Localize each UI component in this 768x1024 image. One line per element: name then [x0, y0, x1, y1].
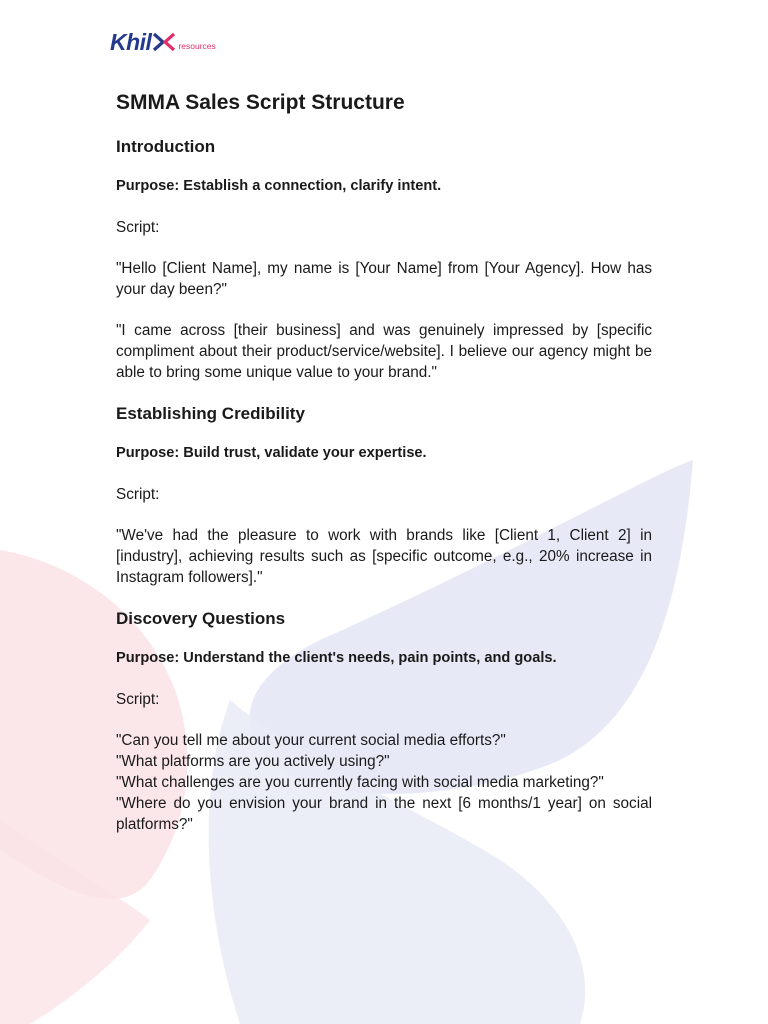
section-heading: Establishing Credibility: [116, 404, 305, 423]
script-label: Script:: [116, 691, 160, 708]
script-paragraph: "I came across [their business] and was genuinely impressed by [specific compliment about their product/service/website]. I believe our agency might be able to bring some unique value to your brand.": [116, 322, 652, 381]
document-body: [116, 86, 652, 835]
question-list: [116, 730, 652, 835]
section-discovery-questions: [116, 606, 652, 835]
question-item: "Where do you envision your brand in the next [6 months/1 year] on social platforms?": [116, 795, 652, 833]
question-item: "Can you tell me about your current social media efforts?": [116, 732, 506, 749]
page-title: SMMA Sales Script Structure: [116, 91, 405, 114]
section-purpose: Purpose: Build trust, validate your expertise.: [116, 445, 427, 461]
logo-wordmark: Khil: [110, 29, 152, 55]
section-introduction: [116, 134, 652, 383]
script-paragraph: "Hello [Client Name], my name is [Your Name] from [Your Agency]. How has your day been?": [116, 260, 652, 298]
question-item: "What challenges are you currently facing with social media marketing?": [116, 774, 604, 791]
section-heading: Introduction: [116, 137, 216, 156]
section-heading: Discovery Questions: [116, 609, 286, 628]
logo-chevron-icon: [152, 32, 176, 52]
script-label: Script:: [116, 486, 160, 503]
script-label: Script:: [116, 219, 160, 236]
section-establishing-credibility: [116, 401, 652, 588]
question-item: "What platforms are you actively using?": [116, 753, 390, 770]
section-purpose: Purpose: Understand the client's needs, pain points, and goals.: [116, 650, 557, 666]
brand-logo: [110, 28, 216, 54]
logo-subtitle: resources: [178, 41, 216, 51]
section-purpose: Purpose: Establish a connection, clarify intent.: [116, 178, 442, 194]
script-paragraph: "We've had the pleasure to work with brands like [Client 1, Client 2] in [industry], achieving results such as [specific outcome, e.g., 20% increase in Instagram followers].": [116, 527, 652, 586]
